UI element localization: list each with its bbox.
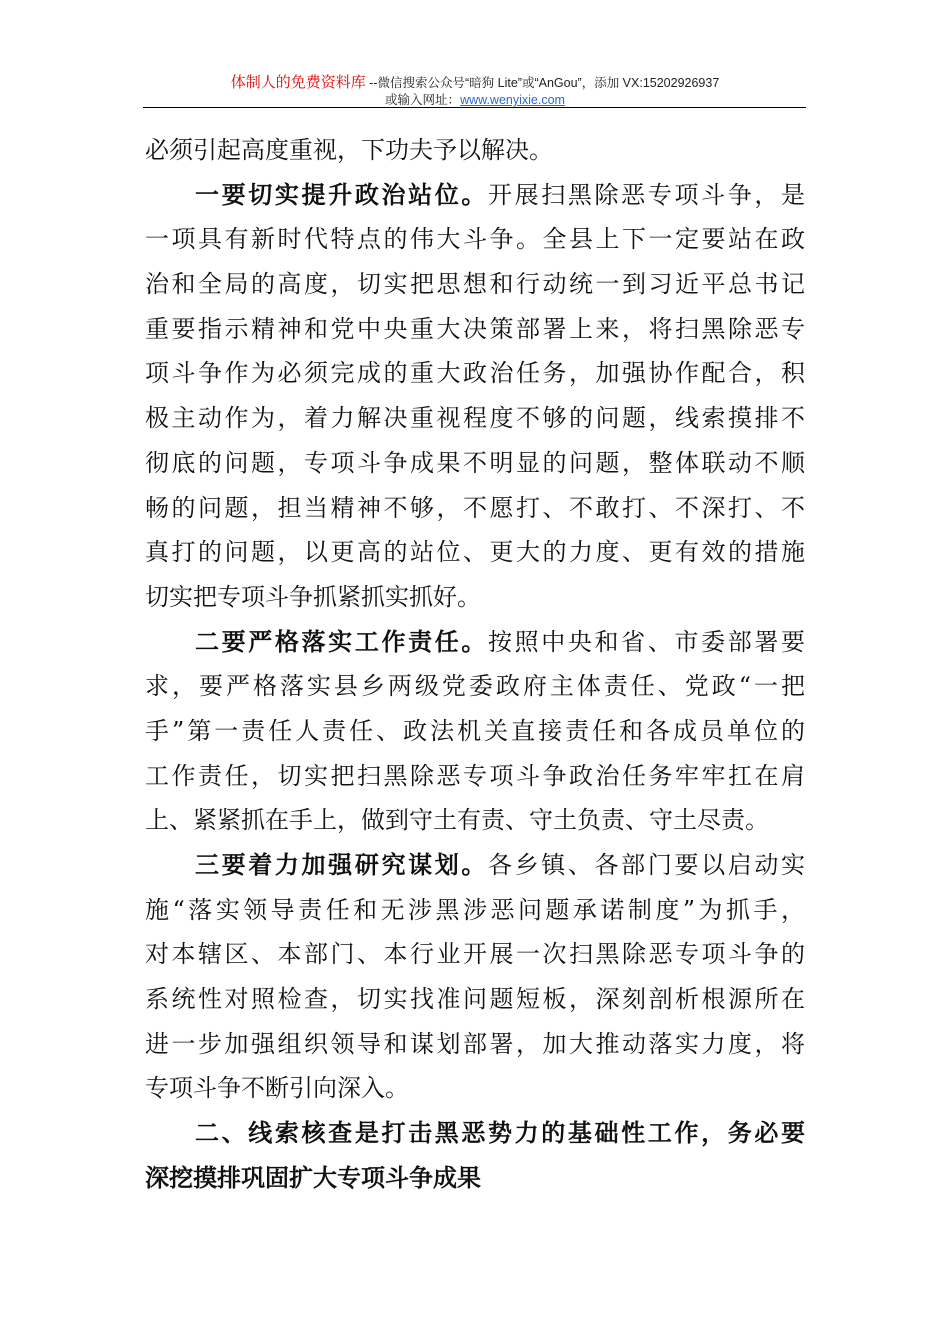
paragraph-line (145, 709, 805, 754)
line-text: 一项具有新时代特点的伟大斗争。全县上下一定要站在政 (145, 225, 805, 254)
paragraph-line (145, 351, 805, 396)
line-text: 二、线索核查是打击黑恶势力的基础性工作，务必要 (195, 1119, 805, 1148)
paragraph-line (145, 396, 805, 441)
brand-text: 体制人的免费资料库 (230, 74, 366, 91)
line-text: 真打的问题，以更高的站位、更大的力度、更有效的措施 (145, 538, 805, 567)
section-heading-line (145, 1156, 805, 1201)
section-heading-line (145, 1111, 805, 1156)
paragraph-line (145, 664, 805, 709)
bold-lead: 三要着力加强研究谋划。 (195, 850, 488, 879)
paragraph-line (145, 530, 805, 575)
line-text: 各乡镇、各部门要以启动实 (488, 851, 805, 879)
line-text: 专项斗争不断引向深入。 (145, 1074, 409, 1103)
line-text: 重要指示精神和党中央重大决策部署上来，将扫黑除恶专 (145, 314, 805, 343)
paragraph-line (145, 977, 805, 1022)
paragraph-line (145, 217, 805, 262)
line-text: 手”第一责任人责任、政法机关直接责任和各成员单位的 (145, 716, 805, 745)
line-text: 开展扫黑除恶专项斗争，是 (488, 180, 805, 209)
line-text: 对本辖区、本部门、本行业开展一次扫黑除恶专项斗争的 (145, 940, 805, 969)
header-divider (143, 107, 806, 108)
paragraph-line (145, 843, 805, 888)
line-text: 上、紧紧抓在手上，做到守土有责、守土负责、守土尽责。 (145, 806, 769, 835)
bold-lead: 一要切实提升政治站位。 (195, 179, 488, 209)
line-text: 畅的问题，担当精神不够，不愿打、不敢打、不深打、不 (145, 493, 805, 522)
paragraph-line (145, 754, 805, 799)
line-text: 按照中央和省、市委部署要 (488, 627, 805, 656)
paragraph-line (145, 486, 805, 531)
line-text: 彻底的问题，专项斗争成果不明显的问题，整体联动不顺 (145, 448, 805, 477)
line-text: 必须引起高度重视，下功夫予以解决。 (145, 136, 553, 164)
paragraph-line (145, 798, 805, 843)
paragraph-line (145, 173, 805, 218)
watermark-header (140, 71, 810, 92)
line-text: 治和全局的高度，切实把思想和行动统一到习近平总书记 (145, 270, 805, 299)
paragraph-line (145, 441, 805, 486)
paragraph-line (145, 262, 805, 307)
line-text: 施“落实领导责任和无涉黑涉恶问题承诺制度”为抓手， (145, 895, 805, 924)
url-prefix: 或输入网址： (385, 93, 461, 107)
paragraph-line (145, 1022, 805, 1067)
paragraph-line (145, 1066, 805, 1111)
paragraph-line (145, 888, 805, 933)
paragraph-line (145, 620, 805, 665)
header-url-line (140, 90, 810, 108)
line-text: 进一步加强组织领导和谋划部署，加大推动落实力度，将 (145, 1029, 805, 1058)
line-text: 深挖摸排巩固扩大专项斗争成果 (145, 1163, 481, 1192)
line-text: 切实把专项斗争抓紧抓实抓好。 (145, 582, 481, 611)
line-text: 项斗争作为必须完成的重大政治任务，加强协作配合，积 (145, 359, 805, 388)
paragraph-line (145, 128, 805, 173)
line-text: 系统性对照检查，切实找准问题短板，深刻剖析根源所在 (145, 985, 805, 1014)
website-link[interactable]: www.wenyixie.com (460, 93, 565, 107)
paragraph-line (145, 307, 805, 352)
bold-lead: 二要严格落实工作责任。 (195, 626, 488, 656)
paragraph-line (145, 575, 805, 620)
document-body (145, 128, 805, 1201)
line-text: 极主动作为，着力解决重视程度不够的问题，线索摸排不 (145, 404, 805, 433)
header-info: --微信搜索公众号“暗狗 Lite”或“AnGou”，添加 VX:15202926937 (365, 76, 720, 90)
line-text: 求，要严格落实县乡两级党委政府主体责任、党政“一把 (145, 672, 805, 701)
line-text: 工作责任，切实把扫黑除恶专项斗争政治任务牢牢扛在肩 (145, 761, 805, 790)
paragraph-line (145, 932, 805, 977)
